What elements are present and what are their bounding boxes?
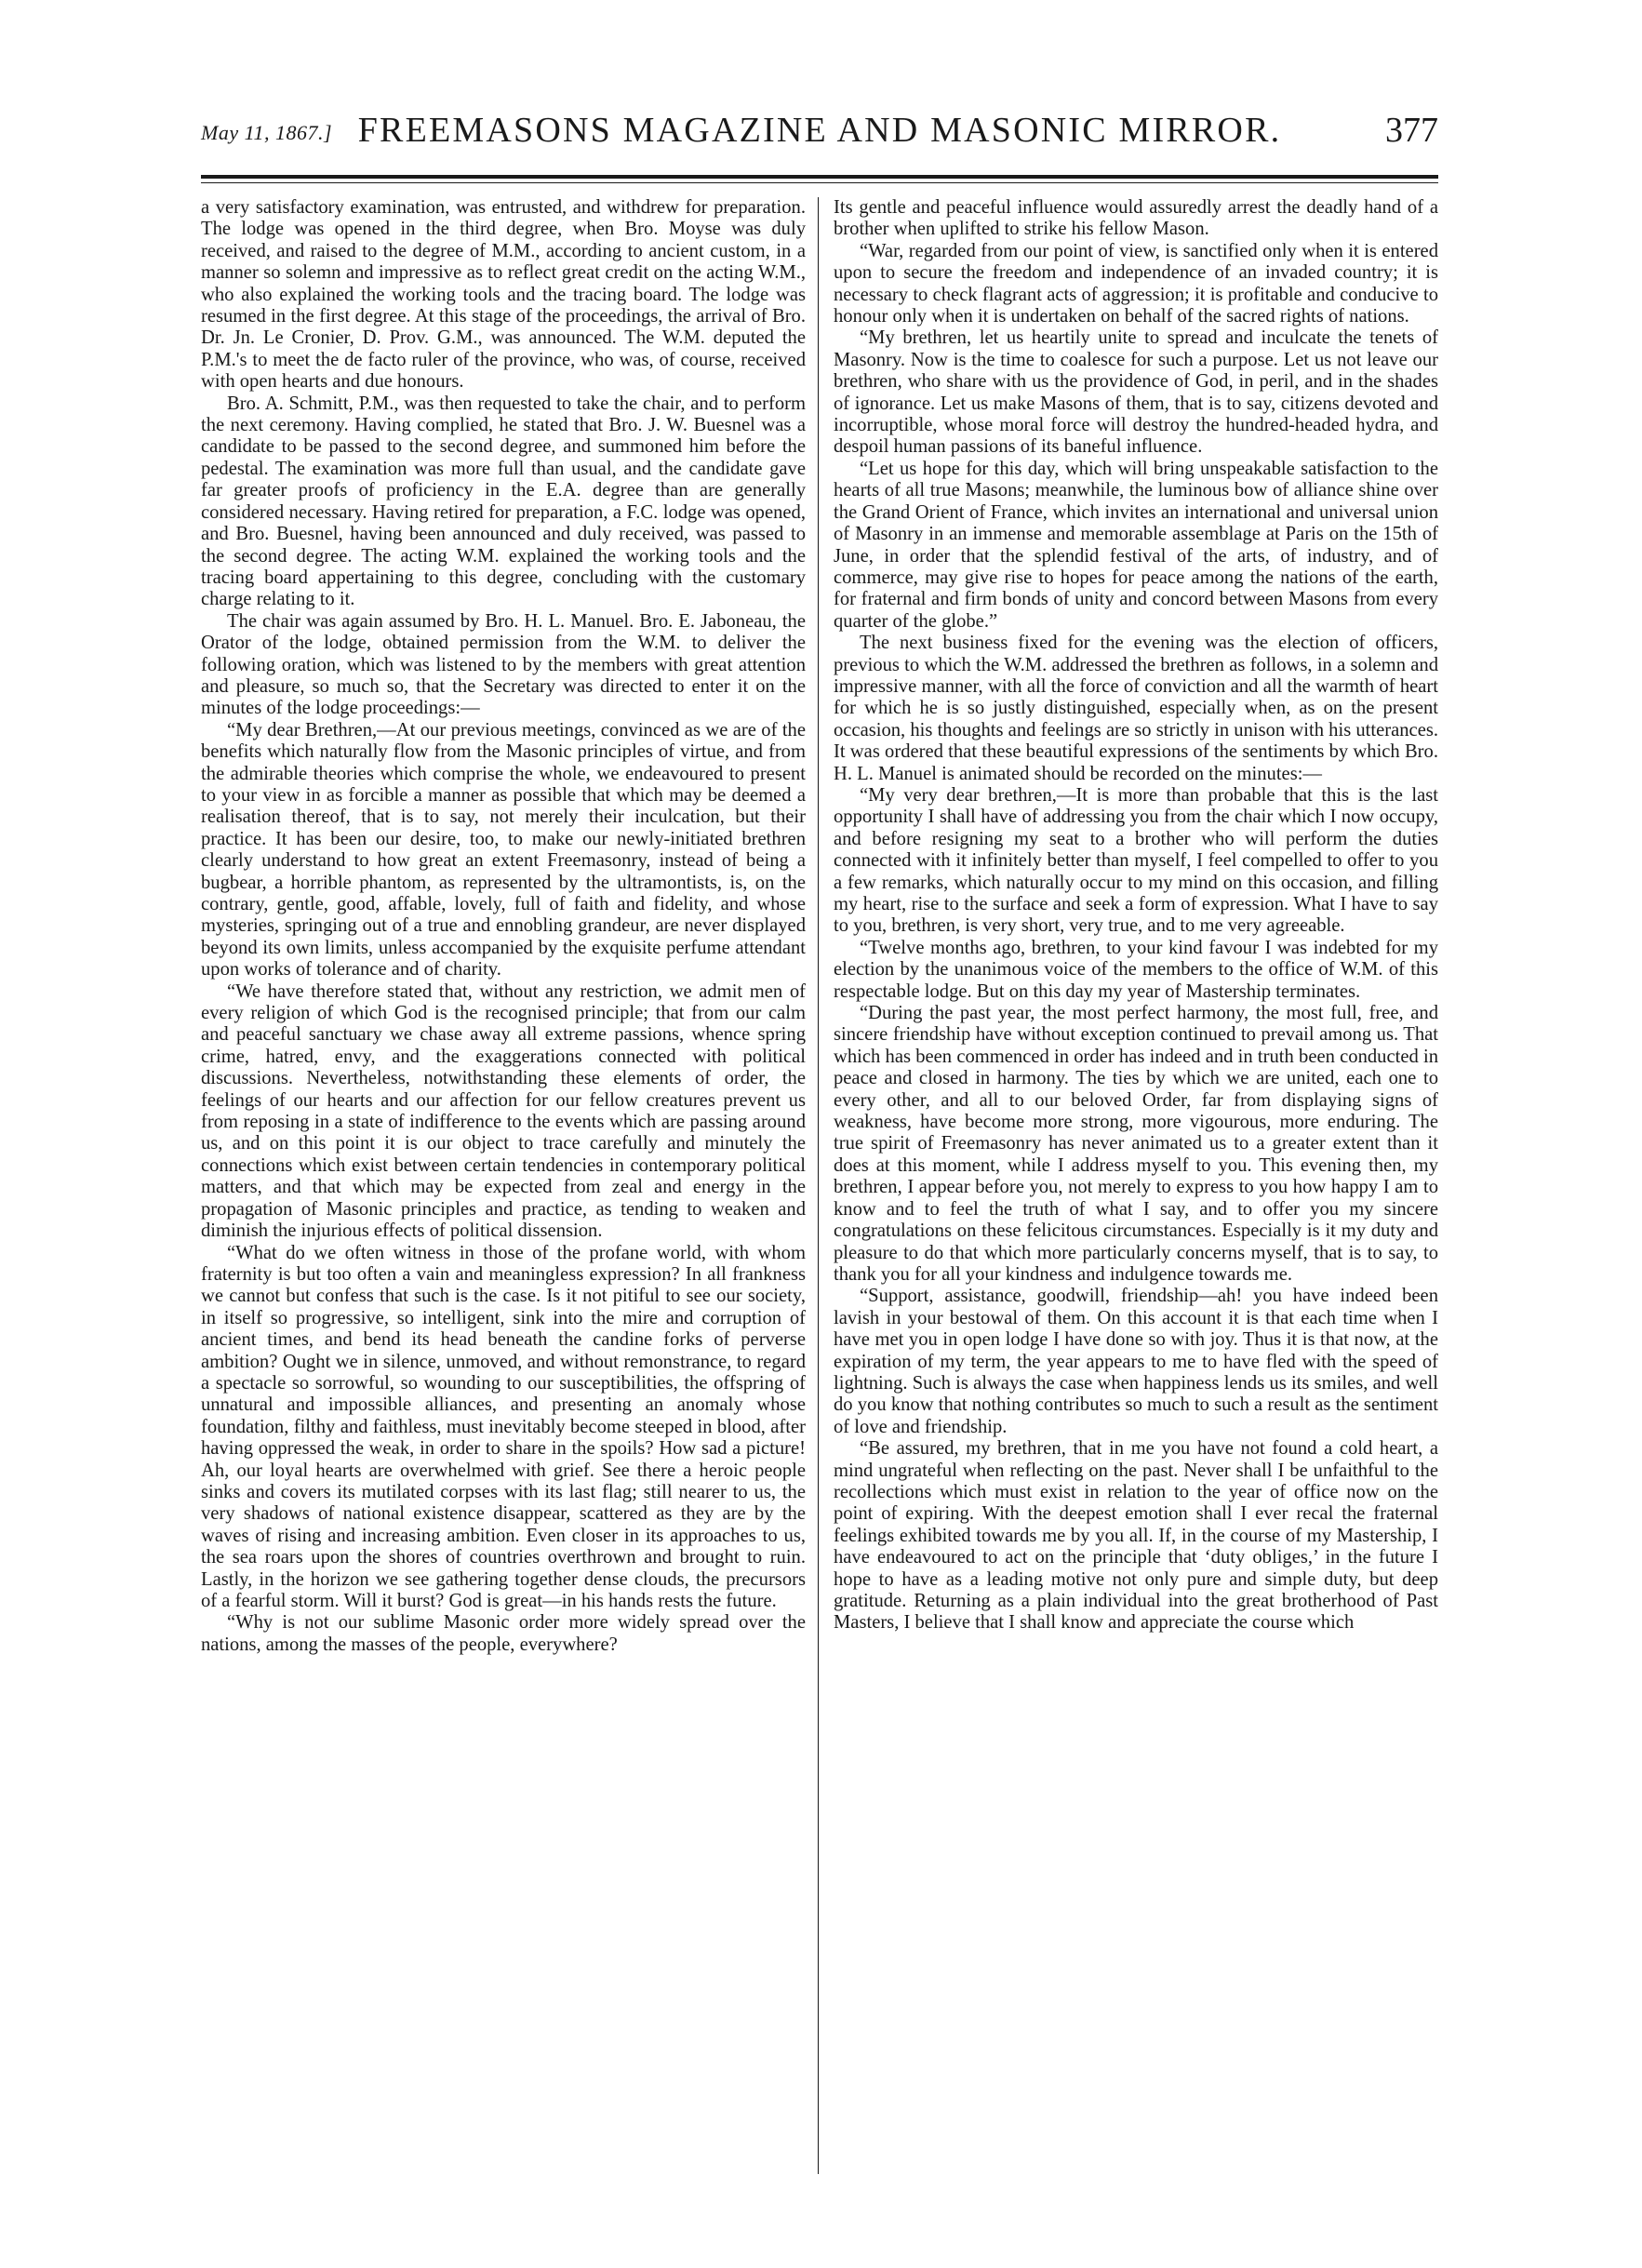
paragraph: “During the past year, the most perfect harmony, the most full, free, and sincere friendship have without exception continued to prevail among us. That which has been commenced in order has indeed and in truth been conducted in peace and closed in harmony. The ties by which we are united, each one to every other, and all to our beloved Order, far from displaying signs of weakness, have become more strong, more vigourous, more enduring. The true spirit of Freemasonry has never animated us to a greater extent than it does at this moment, while I address myself to you. This evening then, my brethren, I appear before you, not merely to express to you how happy I am to know and to feel the truth of what I say, and to offer you my sincere congratulations on these felicitous circumstances. Especially is it my duty and pleasure to do that which more particularly concerns myself, that is to say, to thank you for all your kindness and indulgence towards me. — [834, 1003, 1438, 1285]
header-rule-thin — [201, 182, 1438, 183]
paragraph: “Let us hope for this day, which will bring unspeakable satisfaction to the hearts of all true Masons; meanwhile, the luminous bow of alliance shine over the Grand Orient of France, which invites an international and universal union of Masonry in an immense and memorable assemblage at Paris on the 15th of June, in order that the splendid festival of the arts, of industry, and of commerce, may give rise to hopes for peace among the nations of the earth, for fraternal and firm bonds of unity and concord between Masons from every quarter of the globe.” — [834, 458, 1438, 632]
left-column — [201, 197, 806, 2174]
paragraph: The chair was again assumed by Bro. H. L. Manuel. Bro. E. Jaboneau, the Orator of the lodge, obtained permission from the W.M. to deliver the following oration, which was listened to by the members with great attention and pleasure, so much so, that the Secretary was directed to enter it on the minutes of the lodge proceedings:— — [201, 610, 806, 719]
paragraph: “My very dear brethren,—It is more than probable that this is the last opportunity I shall have of addressing you from the chair which I now occupy, and before resigning my seat to a brother who will perform the duties connected with it infinitely better than myself, I feel compelled to offer to you a few remarks, which naturally occur to my mind on this occasion, and filling my heart, rise to the surface and seek a form of expression. What I have to say to you, brethren, is very short, very true, and to me very agreeable. — [834, 784, 1438, 937]
header-date: May 11, 1867.] — [201, 121, 333, 144]
paragraph: a very satisfactory examination, was entrusted, and withdrew for preparation. The lodge was opened in the third degree, when Bro. Moyse was duly received, and raised to the degree of M.M., according to ancient custom, in a manner so solemn and impressive as to reflect great credit on the acting W.M., who also explained the working tools and the tracing board. The lodge was resumed in the first degree. At this stage of the proceedings, the arrival of Bro. Dr. Jn. Le Cronier, D. Prov. G.M., was announced. The W.M. deputed the P.M.'s to meet the de facto ruler of the province, who was, of course, received with open hearts and due honours. — [201, 197, 806, 393]
paragraph: “My dear Brethren,—At our previous meetings, convinced as we are of the benefits which naturally flow from the Masonic principles of virtue, and from the admirable theories which comprise the whole, we endeavoured to present to your view in as forcible a manner as possible that which may be deemed a realisation thereof, that is to say, not merely their inculcation, but their practice. It has been our desire, too, to make our newly-initiated brethren clearly understand to how great an extent Freemasonry, instead of being a bugbear, a horrible phantom, as represented by the ultramontists, is, on the contrary, gentle, good, affable, lovely, full of faith and fidelity, and whose mysteries, springing out of a true and ennobling grandeur, are never displayed beyond its own limits, unless accompanied by the exquisite perfume attendant upon works of tolerance and of charity. — [201, 719, 806, 981]
paragraph: “My brethren, let us heartily unite to spread and inculcate the tenets of Masonry. Now is the time to coalesce for such a purpose. Let us not leave our brethren, who share with us the providence of God, in peril, and in the shades of ignorance. Let us make Masons of them, that is to say, citizens devoted and incorruptible, whose moral force will destroy the hundred-headed hydra, and despoil human passions of its baneful influence. — [834, 327, 1438, 458]
paragraph: “Why is not our sublime Masonic order more widely spread over the nations, among the masses of the people, everywhere? — [201, 1612, 806, 1655]
header-rule-thick — [201, 175, 1438, 179]
paragraph: “Support, assistance, goodwill, friendship—ah! you have indeed been lavish in your bestowal of them. On this account it is that each time when I have met you in open lodge I have done so with joy. Thus it is that now, at the expiration of my term, the year appears to me to have fled with the speed of lightning. Such is always the case when happiness lends us its smiles, and well do you know that nothing contributes so much to such a result as the sentiment of love and friendship. — [834, 1286, 1438, 1437]
paragraph: “Be assured, my brethren, that in me you have not found a cold heart, a mind ungrateful when reflecting on the past. Never shall I be unfaithful to the recollections which must exist in relation to the year of office now on the point of expiring. With the deepest emotion shall I ever recal the fraternal feelings exhibited towards me by you all. If, in the course of my Mastership, I have endeavoured to act on the principle that ‘duty obliges,’ in the future I hope to have as a leading motive not only pure and simple duty, but deep gratitude. Returning as a plain individual into the great brotherhood of Past Masters, I believe that I shall know and appreciate the course which — [834, 1438, 1438, 1634]
column-divider — [818, 197, 819, 2174]
paragraph: “We have therefore stated that, without any restriction, we admit men of every religion of which God is the recognised principle; that from our calm and peaceful sanctuary we chase away all extreme passions, whence spring crime, hatred, envy, and the exaggerations connected with political discussions. Nevertheless, notwithstanding these elements of order, the feelings of our hearts and our affection for our fellow creatures prevent us from reposing in a state of indifference to the events which are passing around us, and on this point it is our object to trace carefully and minutely the connections which exist between certain tendencies in contemporary political matters, and that which may be expected from zeal and energy in the propagation of Masonic principles and practice, as tending to weaken and diminish the injurious effects of political dissension. — [201, 981, 806, 1242]
paragraph: Its gentle and peaceful influence would assuredly arrest the deadly hand of a brother when uplifted to strike his fellow Mason. — [834, 197, 1438, 240]
paragraph: The next business fixed for the evening was the election of officers, previous to which the W.M. addressed the brethren as follows, in a solemn and impressive manner, with all the force of conviction and all the warmth of heart for which he is so justly distinguished, especially when, as on the present occasion, his thoughts and feelings are so strictly in unison with his utterances. It was ordered that these beautiful expressions of the sentiments by which Bro. H. L. Manuel is animated should be recorded on the minutes:— — [834, 633, 1438, 784]
header-title: FREEMASONS MAGAZINE AND MASONIC MIRROR. — [357, 111, 1282, 150]
right-column — [834, 197, 1438, 2174]
paragraph: “Twelve months ago, brethren, to your kind favour I was indebted for my election by the unanimous voice of the members to the office of W.M. of this respectable lodge. But on this day my year of Mastership terminates. — [834, 937, 1438, 1002]
paragraph: “War, regarded from our point of view, is sanctified only when it is entered upon to secure the freedom and independence of an invaded country; it is necessary to check flagrant acts of aggression; it is profitable and conducive to honour only when it is undertaken on behalf of the sacred rights of nations. — [834, 240, 1438, 327]
page-header — [201, 110, 1438, 166]
paragraph: “What do we often witness in those of the profane world, with whom fraternity is but too often a vain and meaningless expression? In all frankness we cannot but confess that such is the case. Is it not pitiful to see our society, in itself so progressive, so intelligent, sink into the mire and corruption of ancient times, and bend its head beneath the candine forks of perverse ambition? Ought we in silence, unmoved, and without remonstrance, to regard a spectacle so sorrowful, so wounding to our susceptibilities, the offspring of unnatural and impossible alliances, and presenting an anomaly whose foundation, filthy and faithless, must inevitably become steeped in blood, after having oppressed the weak, in order to share in the spoils? How sad a picture! Ah, our loyal hearts are overwhelmed with grief. See there a heroic people sinks and covers its mutilated corpses with its last flag; still nearer to us, the very shadows of national existence disappear, scattered as they are by the waves of rising and increasing ambition. Even closer in its approaches to us, the sea roars upon the shores of countries overthrown and brought to ruin. Lastly, in the horizon we see gathering together dense clouds, the precursors of a fearful storm. Will it burst? God is great—in his hands rests the future. — [201, 1242, 806, 1611]
page-number: 377 — [1385, 111, 1438, 150]
paragraph: Bro. A. Schmitt, P.M., was then requested to take the chair, and to perform the next ceremony. Having complied, he stated that Bro. J. W. Buesnel was a candidate to be passed to the second degree, and summoned him before the pedestal. The examination was more full than usual, and the candidate gave far greater proofs of proficiency in the E.A. degree than are generally considered necessary. Having retired for preparation, a F.C. lodge was opened, and Bro. Buesnel, having been announced and duly received, was passed to the second degree. The acting W.M. explained the working tools and the tracing board appertaining to this degree, concluding with the customary charge relating to it. — [201, 393, 806, 610]
